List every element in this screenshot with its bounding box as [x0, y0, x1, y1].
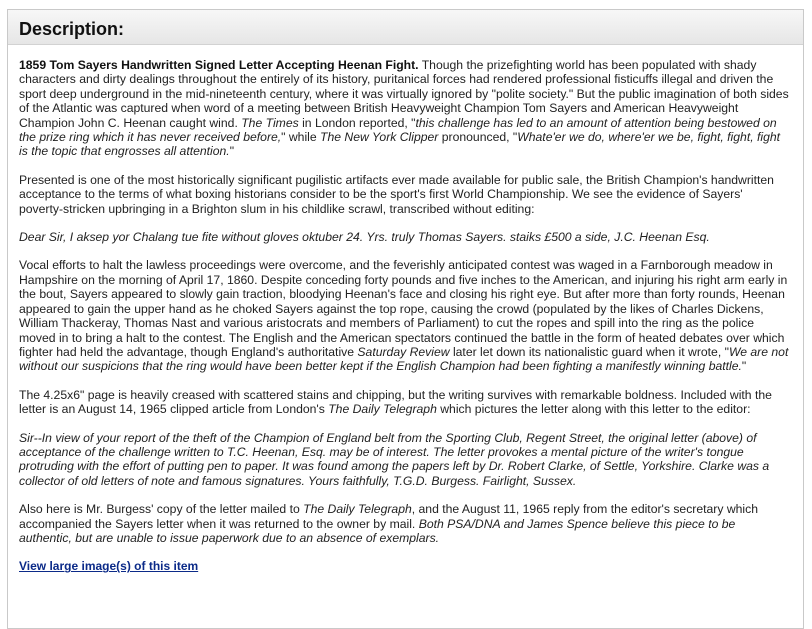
editor-letter-text: Sir--In view of your report of the theft of the Champion of England belt from the Sporting Club, Regent Street, the original letter (above) of acceptance of the challenge written to T.C. Heenan, Esq. may be of interest. The letter provokes a mental picture of the writer's tongue protruding with the effort of putting pen to paper. It was found among the papers left by Dr. Robert Clarke, of Settle, Yorkshire. Clarke was a collector of old letters of note and famous signatures. Yours faithfully, T.G.D. Burgess. Fairlight, Sussex.	[19, 430, 770, 488]
quote: this challenge has led to an amount of attention being bestowed on the prize ring which it has never received before,	[19, 115, 777, 145]
paragraph-artifact: Presented is one of the most historically significant pugilistic artifacts ever made available for public sale, the British Champion's handwritten acceptance to the terms of what boxing historians consider to be the sport's first World Championship. We see the evidence of Sayers' poverty-stricken upbringing in a Brighton slum in his childlike scrawl, transcribed without editing:	[19, 172, 774, 216]
quote: We are not without our suspicions that the ring would have been better kept if the English Champion had been fighting a manifestly winning battle.	[19, 344, 789, 374]
description-body	[8, 45, 803, 574]
paragraph-intro: 1859 Tom Sayers Handwritten Signed Letter Accepting Heenan Fight. Though the prizefighting world has been populated with shady characters and dirty dealings throughout the entirely of its history, puritanical forces had rendered professional fisticuffs illegal and driven the sport deep underground in the mid-nineteenth century, where it was virtually ignored by "polite society." But the public imagination of both sides of the Atlantic was captured when word of a meeting between British Heavyweight Champion Tom Sayers and American Heavyweight Champion John C. Heenan caught wind. The Times in London reported, "this challenge has led to an amount of attention being bestowed on the prize ring which it has never received before," while The New York Clipper pronounced, "Whate'er we do, where'er we be, fight, fight, fight is the topic that engrosses all attention."	[19, 58, 789, 159]
panel-header	[8, 10, 803, 45]
paragraph-provenance: Also here is Mr. Burgess' copy of the letter mailed to The Daily Telegraph, and the August 11, 1965 reply from the editor's secretary which accompanied the Sayers letter when it was returned to the owner by mail. Both PSA/DNA and James Spence believe this piece to be authentic, but are unable to issue paperwork due to an absence of exemplars.	[19, 502, 758, 545]
publication-name: The Daily Telegraph	[303, 502, 412, 517]
description-panel	[7, 9, 804, 629]
publication-name: The Times	[241, 115, 299, 130]
publication-name: Saturday Review	[357, 344, 450, 359]
lot-title: 1859 Tom Sayers Handwritten Signed Letter Accepting Heenan Fight.	[19, 58, 419, 72]
panel-title: Description:	[19, 19, 125, 39]
publication-name: The Daily Telegraph	[328, 402, 437, 417]
authentication-note: Both PSA/DNA and James Spence believe this piece to be authentic, but are unable to issue paperwork due to an absence of exemplars.	[19, 516, 736, 545]
publication-name: The New York Clipper	[320, 130, 439, 145]
letter-transcription: Dear Sir, I aksep yor Chalang tue fite without gloves oktuber 24. Yrs. truly Thomas Sayers. staiks £500 a side, J.C. Heenan Esq.	[19, 230, 710, 245]
paragraph-condition: The 4.25x6" page is heavily creased with scattered stains and chipping, but the writing survives with remarkable boldness. Included with the letter is an August 14, 1965 clipped article from London's The Daily Telegraph which pictures the letter along with this letter to the editor:	[19, 387, 772, 417]
paragraph-transcription	[19, 230, 789, 244]
quote: Whate'er we do, where'er we be, fight, fight, fight is the topic that engrosses all attention.	[19, 130, 781, 159]
view-large-images-link[interactable]: View large image(s) of this item	[19, 559, 199, 574]
paragraph-editor-letter	[19, 431, 789, 489]
paragraph-fight: Vocal efforts to halt the lawless proceedings were overcome, and the feverishly anticipated contest was waged in a Farnborough meadow in Hampshire on the morning of April 17, 1860. Despite conceding forty pounds and five inches to the American, and injuring his right arm early in the bout, Sayers appeared to slowly gain traction, bloodying Heenan's face and closing his right eye. But after more than forty rounds, Heenan appeared to gain the upper hand as he choked Sayers against the top rope, causing the crowd (populated by the likes of Charles Dickens, William Thackeray, Thomas Nast and various aristocrats and members of Parliament) to cut the ropes and spill into the ring as the police moved in to bring a halt to the contest. The English and the American spectators continued the battle in the form of heated debates over which fighter had held the advantage, though England's authoritative Saturday Review later let down its nationalistic guard when it wrote, "We are not without our suspicions that the ring would have been better kept if the English Champion had been fighting a manifestly winning battle."	[19, 258, 789, 374]
